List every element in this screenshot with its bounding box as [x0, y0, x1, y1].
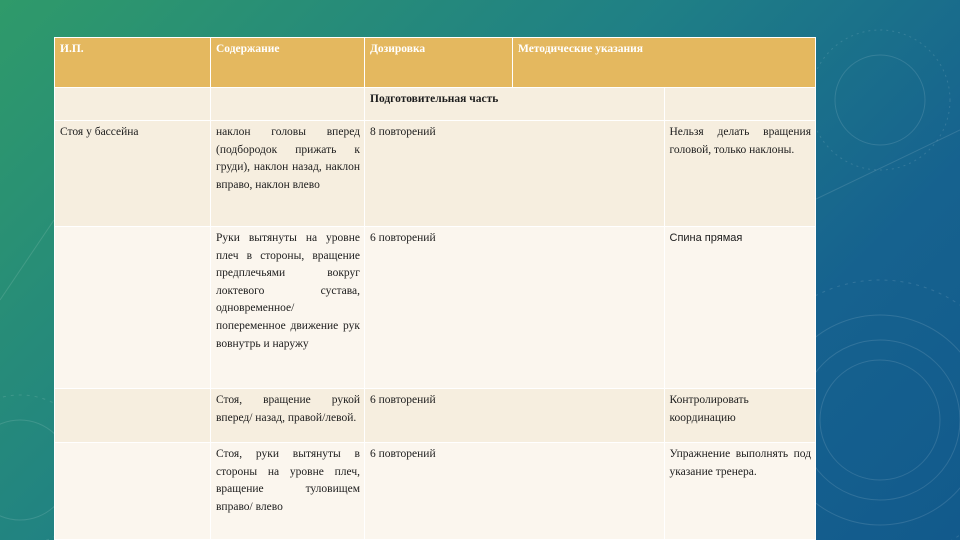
cell-ip	[55, 389, 211, 443]
section-empty-cell	[664, 88, 816, 121]
cell-dosage: 6 повторений	[365, 443, 665, 540]
cell-note: Контролировать координацию	[664, 389, 816, 443]
cell-content: наклон головы вперед (подбородок прижать к груди), наклон назад, наклон вправо, наклон влево	[211, 121, 365, 227]
section-row	[55, 88, 816, 121]
cell-note: Нельзя делать вращения головой, только наклоны.	[664, 121, 816, 227]
cell-content: Руки вытянуты на уровне плеч в стороны, вращение предплечьями вокруг локтевого сустава, одновременное/ попеременное движение рук вовнутрь и наружу	[211, 227, 365, 389]
header-ip: И.П.	[55, 38, 211, 88]
cell-content: Стоя, руки вытянуты в стороны на уровне плеч, вращение туловищем вправо/ влево	[211, 443, 365, 540]
table-row	[55, 389, 816, 443]
cell-dosage: 8 повторений	[365, 121, 665, 227]
cell-note: Спина прямая	[664, 227, 816, 389]
table-header-row	[55, 38, 816, 88]
table-row	[55, 443, 816, 540]
cell-dosage: 6 повторений	[365, 389, 665, 443]
header-dosage: Дозировка	[365, 38, 513, 88]
cell-note: Упражнение выполнять под указание тренера.	[664, 443, 816, 540]
header-content: Содержание	[211, 38, 365, 88]
section-empty-cell	[55, 88, 211, 121]
cell-content: Стоя, вращение рукой вперед/ назад, правой/левой.	[211, 389, 365, 443]
cell-ip	[55, 227, 211, 389]
section-title: Подготовительная часть	[365, 88, 665, 121]
table-row	[55, 227, 816, 389]
cell-ip	[55, 443, 211, 540]
cell-dosage: 6 повторений	[365, 227, 665, 389]
header-methodical: Методические указания	[513, 38, 816, 88]
cell-ip: Стоя у бассейна	[55, 121, 211, 227]
section-empty-cell	[211, 88, 365, 121]
table-row	[55, 121, 816, 227]
exercise-table	[54, 37, 816, 540]
